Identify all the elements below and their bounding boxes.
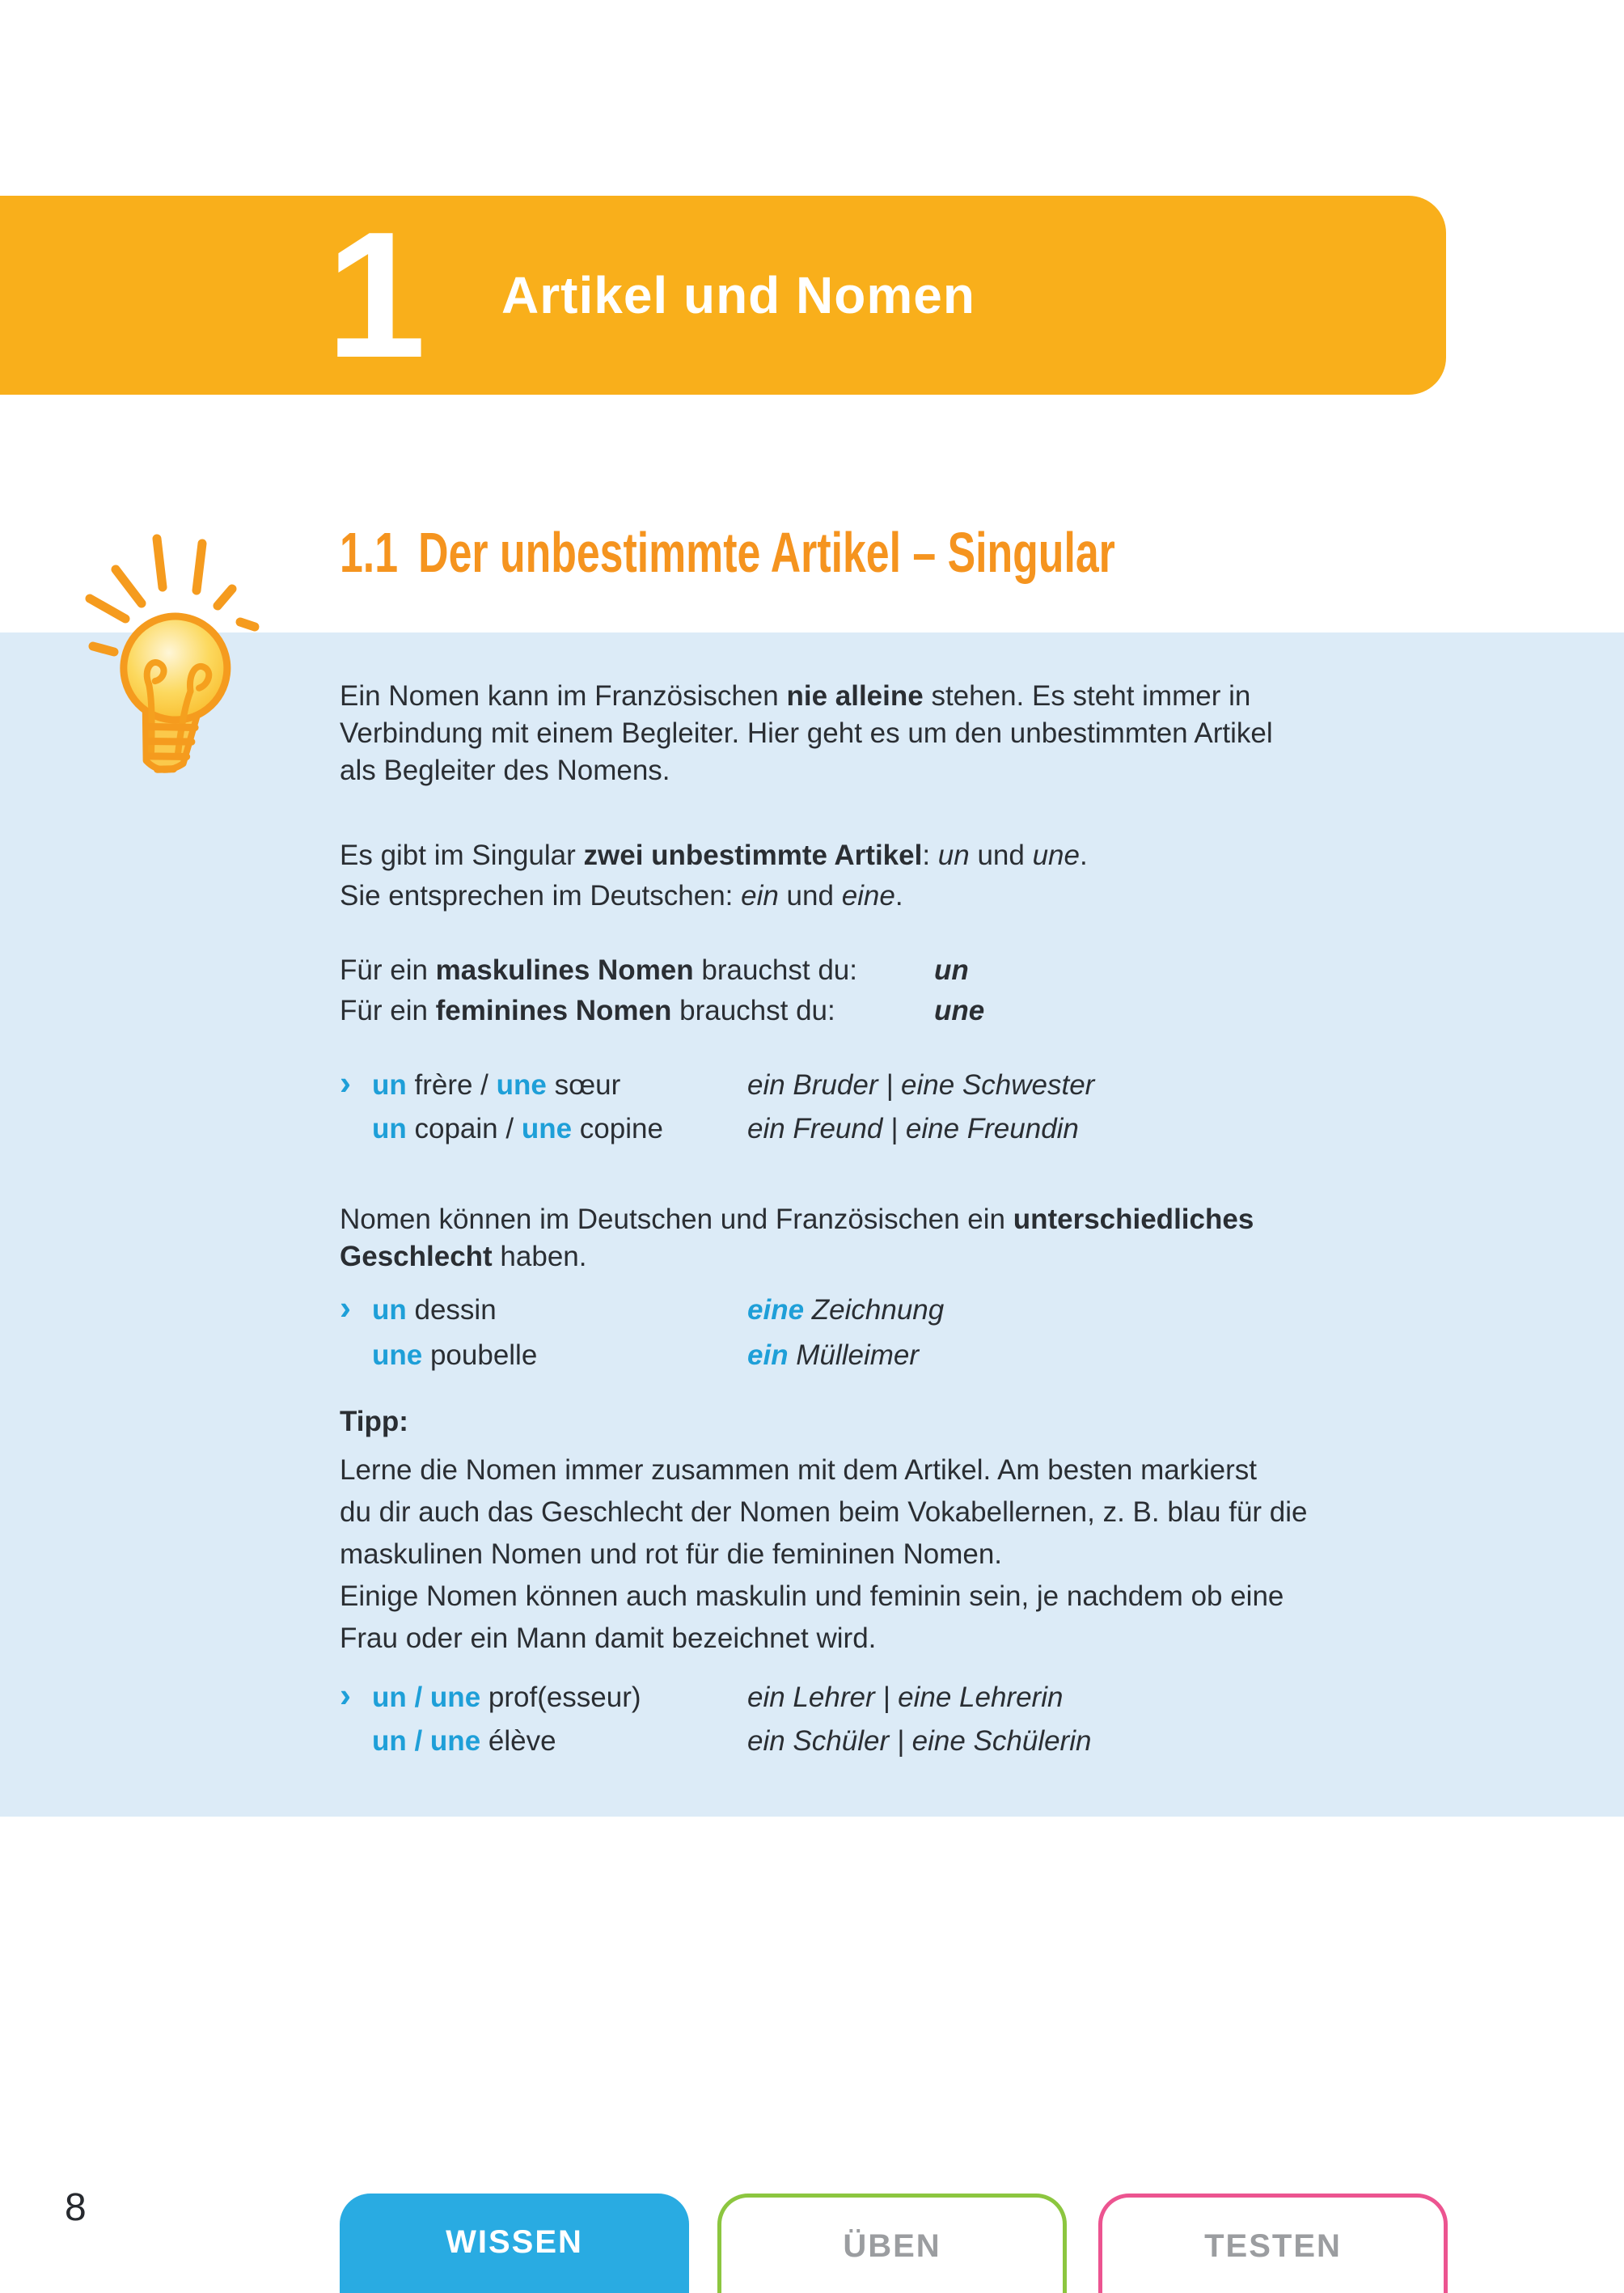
rule-label: Für ein maskulines Nomen brauchst du:	[340, 954, 857, 986]
text-line: Sie entsprechen im Deutschen: ein und eine.	[340, 880, 903, 912]
example-german: ein Freund | eine Freundin	[747, 1113, 1079, 1144]
tipp-paragraph	[340, 1449, 1472, 1660]
examples-block-3	[340, 1676, 1472, 1763]
section-title: Der unbestimmte Artikel – Singular	[418, 521, 1115, 584]
example-french: un / une prof(esseur)	[372, 1682, 641, 1713]
article-rule-line	[340, 950, 1472, 991]
example-french: un dessin	[372, 1294, 497, 1326]
text-line: Frau oder ein Mann damit bezeichnet wird.	[340, 1622, 877, 1654]
chapter-title: Artikel und Nomen	[501, 266, 975, 324]
chapter-number: 1	[326, 195, 426, 396]
chevron-right-icon: ›	[340, 1064, 351, 1102]
example-german: ein Schüler | eine Schülerin	[747, 1725, 1092, 1757]
chevron-right-icon: ›	[340, 1288, 351, 1326]
text-line: du dir auch das Geschlecht der Nomen beim Vokabellernen, z. B. blau für die	[340, 1496, 1308, 1528]
tab-ueben[interactable]: ÜBEN	[717, 2194, 1067, 2293]
example-row	[340, 1288, 1472, 1333]
text-line: Lerne die Nomen immer zusammen mit dem Artikel. Am besten markierst	[340, 1454, 1257, 1486]
article-rule-line	[340, 991, 1472, 1031]
intro-paragraph	[340, 678, 1472, 789]
gender-difference-paragraph	[340, 1201, 1472, 1276]
section-heading	[340, 522, 1115, 584]
tipp-heading	[340, 1403, 1472, 1441]
example-german: eine Zeichnung	[747, 1294, 945, 1326]
rule-article: une	[934, 995, 985, 1026]
examples-block-1	[340, 1064, 1472, 1151]
example-french: une poubelle	[372, 1339, 538, 1371]
lightbulb-icon	[70, 524, 269, 788]
text-line: maskulinen Nomen und rot für die femininen Nomen.	[340, 1538, 1003, 1570]
text-line: Nomen können im Deutschen und Französischen ein unterschiedliches	[340, 1204, 1254, 1235]
section-number: 1.1	[340, 521, 399, 584]
text-line: Verbindung mit einem Begleiter. Hier geht es um den unbestimmten Artikel	[340, 717, 1273, 749]
text-line: Einige Nomen können auch maskulin und feminin sein, je nachdem ob eine	[340, 1580, 1284, 1612]
text-line: Tipp:	[340, 1406, 408, 1437]
gender-rules	[340, 950, 1472, 1031]
page-number: 8	[65, 2186, 87, 2229]
example-german: ein Lehrer | eine Lehrerin	[747, 1682, 1064, 1713]
text-line: Es gibt im Singular zwei unbestimmte Artikel: un und une.	[340, 840, 1088, 871]
example-row	[340, 1720, 1472, 1763]
text-line: als Begleiter des Nomens.	[340, 755, 670, 786]
tab-testen[interactable]: TESTEN	[1098, 2194, 1448, 2293]
example-french: un frère / une sœur	[372, 1069, 621, 1101]
rule-article: un	[934, 954, 969, 986]
chapter-header-band	[0, 196, 1446, 395]
text-line: Geschlecht haben.	[340, 1241, 587, 1272]
examples-block-2	[340, 1288, 1472, 1378]
example-row	[340, 1064, 1472, 1107]
tab-wissen[interactable]: WISSEN	[340, 2194, 689, 2293]
example-german: ein Mülleimer	[747, 1339, 919, 1371]
example-french: un / une élève	[372, 1725, 556, 1757]
chevron-right-icon: ›	[340, 1676, 351, 1714]
example-german: ein Bruder | eine Schwester	[747, 1069, 1095, 1101]
text-line: Ein Nomen kann im Französischen nie alleine stehen. Es steht immer in	[340, 680, 1251, 712]
bulb-body	[112, 611, 233, 776]
example-french: un copain / une copine	[372, 1113, 663, 1144]
example-row	[340, 1333, 1472, 1378]
rule-label: Für ein feminines Nomen brauchst du:	[340, 995, 835, 1026]
articles-paragraph	[340, 836, 1472, 916]
example-row	[340, 1107, 1472, 1151]
example-row	[340, 1676, 1472, 1720]
